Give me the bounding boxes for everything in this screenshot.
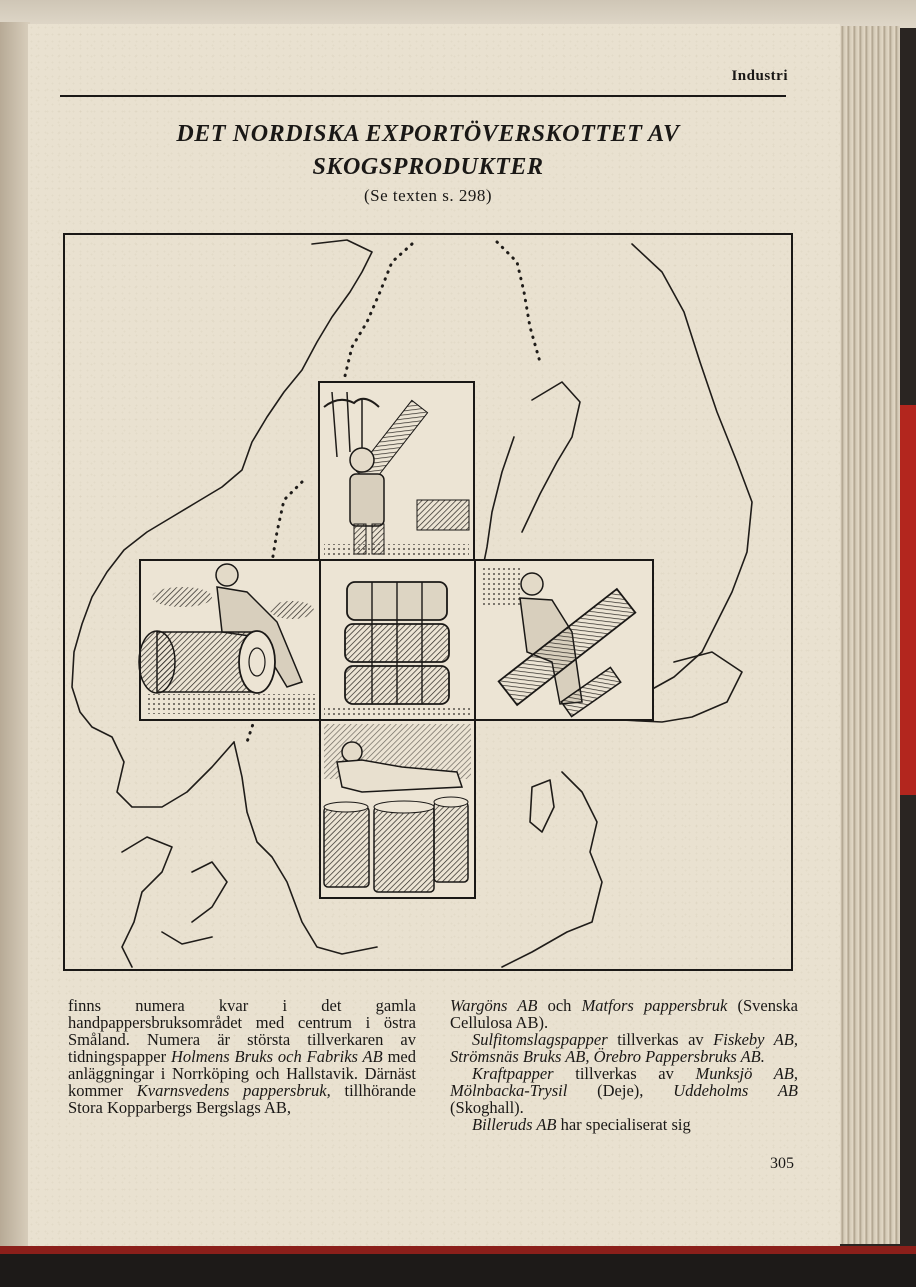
text-column-right (450, 997, 798, 1133)
paragraph: Wargöns AB och Matfors pappersbruk (Svenska Cellulosa AB). (450, 996, 798, 1032)
book-left-edge (0, 22, 30, 1247)
panel-paper-roll-worker (139, 560, 320, 720)
panel-log-worker (475, 560, 653, 720)
book-page-stack (838, 26, 900, 1244)
italic-run: Fiskeby AB, Strömsnäs Bruks AB, Örebro Pappersbruks AB. (450, 1030, 798, 1066)
italic-run: Matfors pappersbruk (581, 996, 728, 1015)
running-head: Industri (731, 68, 788, 84)
panel-reclining-man (320, 720, 475, 898)
book-page (28, 24, 840, 1246)
book-cover-edge (900, 405, 916, 795)
header-rule (60, 95, 786, 97)
panel-pulp-bales (320, 560, 475, 720)
italic-run: Kvarnsvedens pappersbruk, (136, 1081, 331, 1100)
italic-run: Sulfitomslagspapper (472, 1030, 608, 1049)
italic-run: Holmens Bruks och Fabriks AB (170, 1047, 383, 1066)
italic-run: Munksjö AB, Mölnbacka-Trysil (450, 1064, 798, 1100)
paragraph: Kraftpapper tillverkas av Munksjö AB, Mölnbacka-Trysil (Deje), Uddeholms AB (Skoghall). (450, 1064, 798, 1117)
italic-run: Uddeholms AB (673, 1081, 798, 1100)
paragraph: finns numera kvar i det gamla handpappersbruksområdet med centrum i östra Småland. Numera är största tillverkaren av tidningspapper Holmens Bruks och Fabriks AB med anläggningar i Norrköping och Hallstavik. Därnäst kommer Kvarnsvedens pappersbruk, tillhörande Stora Kopparbergs Bergslags AB, (68, 996, 416, 1117)
italic-run: Kraftpapper (472, 1064, 554, 1083)
page-number: 305 (770, 1155, 794, 1172)
page-title: DET NORDISKA EXPORTÖVERSKOTTET AV SKOGSPRODUKTER (176, 121, 680, 180)
paragraph: Sulfitomslagspapper tillverkas av Fiskeby AB, Strömsnäs Bruks AB, Örebro Pappersbruks AB. (450, 1030, 798, 1066)
italic-run: Wargöns AB (450, 996, 538, 1015)
scandinavia-map-illustration (62, 232, 794, 972)
page-subtitle: (Se texten s. 298) (364, 186, 492, 205)
panel-lumber-worker (319, 382, 474, 560)
italic-run: Billeruds AB (472, 1115, 557, 1134)
text-column-left (68, 997, 416, 1116)
paragraph: Billeruds AB har specialiserat sig (472, 1115, 691, 1134)
scan-background-bottom (0, 1246, 916, 1287)
